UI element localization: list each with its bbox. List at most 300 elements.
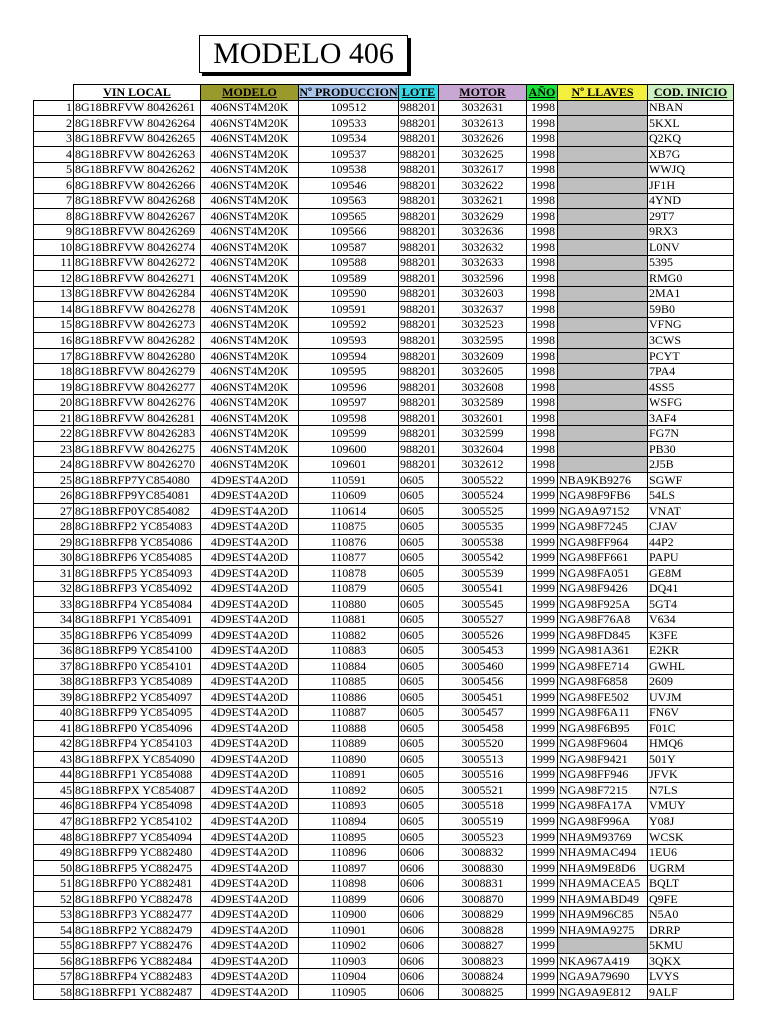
motor-cell: 3008830 [439, 860, 527, 876]
ano-cell: 1999 [527, 581, 558, 597]
motor-cell: 3008823 [439, 953, 527, 969]
table-row [34, 410, 734, 426]
ano-cell: 1999 [527, 503, 558, 519]
table-row [34, 565, 734, 581]
motor-cell: 3008832 [439, 845, 527, 861]
vin-cell: 8G18BRFP0 YC854101 [74, 659, 201, 675]
header-lote: LOTE [399, 85, 439, 101]
vin-cell: 8G18BRFVW 80426284 [74, 286, 201, 302]
vin-cell: 8G18BRFP9 YC854095 [74, 705, 201, 721]
llaves-cell [558, 131, 648, 147]
table-row [34, 364, 734, 380]
produccion-cell: 109599 [299, 426, 399, 442]
cod-inicio-cell: GWHL [648, 659, 734, 675]
cod-inicio-cell: XB7G [648, 147, 734, 163]
row-number: 22 [34, 426, 74, 442]
table-row [34, 488, 734, 504]
modelo-cell: 4D9EST4A20D [201, 705, 299, 721]
cod-inicio-cell: FG7N [648, 426, 734, 442]
modelo-cell: 406NST4M20K [201, 395, 299, 411]
row-number: 39 [34, 690, 74, 706]
ano-cell: 1998 [527, 147, 558, 163]
lote-cell: 988201 [399, 271, 439, 287]
motor-cell: 3008870 [439, 891, 527, 907]
motor-cell: 3005520 [439, 736, 527, 752]
lote-cell: 0605 [399, 752, 439, 768]
llaves-cell: NGA98FF964 [558, 534, 648, 550]
motor-cell: 3005521 [439, 783, 527, 799]
table-row [34, 178, 734, 194]
vin-cell: 8G18BRFVW 80426277 [74, 379, 201, 395]
produccion-cell: 109600 [299, 441, 399, 457]
vin-cell: 8G18BRFP4 YC882483 [74, 969, 201, 985]
modelo-cell: 4D9EST4A20D [201, 767, 299, 783]
lote-cell: 0605 [399, 736, 439, 752]
cod-inicio-cell: F01C [648, 721, 734, 737]
ano-cell: 1999 [527, 860, 558, 876]
produccion-cell: 109597 [299, 395, 399, 411]
lote-cell: 0605 [399, 798, 439, 814]
motor-cell: 3032636 [439, 224, 527, 240]
row-number: 57 [34, 969, 74, 985]
produccion-cell: 109538 [299, 162, 399, 178]
lote-cell: 988201 [399, 147, 439, 163]
produccion-cell: 109537 [299, 147, 399, 163]
cod-inicio-cell: 5KXL [648, 116, 734, 132]
lote-cell: 988201 [399, 178, 439, 194]
cod-inicio-cell: WWJQ [648, 162, 734, 178]
ano-cell: 1998 [527, 116, 558, 132]
llaves-cell [558, 395, 648, 411]
table-row [34, 674, 734, 690]
motor-cell: 3005458 [439, 721, 527, 737]
modelo-cell: 4D9EST4A20D [201, 565, 299, 581]
lote-cell: 0605 [399, 829, 439, 845]
motor-cell: 3032608 [439, 379, 527, 395]
llaves-cell: NGA98F6858 [558, 674, 648, 690]
cod-inicio-cell: 5KMU [648, 938, 734, 954]
lote-cell: 988201 [399, 426, 439, 442]
vin-cell: 8G18BRFVW 80426268 [74, 193, 201, 209]
cod-inicio-cell: 2609 [648, 674, 734, 690]
row-number: 49 [34, 845, 74, 861]
produccion-cell: 110878 [299, 565, 399, 581]
table-row [34, 193, 734, 209]
ano-cell: 1998 [527, 441, 558, 457]
lote-cell: 0605 [399, 767, 439, 783]
cod-inicio-cell: 5GT4 [648, 597, 734, 613]
modelo-cell: 4D9EST4A20D [201, 519, 299, 535]
ano-cell: 1998 [527, 224, 558, 240]
vin-cell: 8G18BRFVW 80426270 [74, 457, 201, 473]
lote-cell: 988201 [399, 441, 439, 457]
vin-cell: 8G18BRFVW 80426263 [74, 147, 201, 163]
motor-cell: 3005456 [439, 674, 527, 690]
produccion-cell: 110889 [299, 736, 399, 752]
cod-inicio-cell: NBAN [648, 100, 734, 116]
row-number: 44 [34, 767, 74, 783]
row-number: 4 [34, 147, 74, 163]
llaves-cell [558, 379, 648, 395]
motor-cell: 3032609 [439, 348, 527, 364]
lote-cell: 0605 [399, 628, 439, 644]
row-number: 29 [34, 534, 74, 550]
cod-inicio-cell: RMG0 [648, 271, 734, 287]
vin-cell: 8G18BRFVW 80426261 [74, 100, 201, 116]
llaves-cell: NGA98F6B95 [558, 721, 648, 737]
llaves-cell [558, 410, 648, 426]
motor-cell: 3005527 [439, 612, 527, 628]
vin-cell: 8G18BRFVW 80426282 [74, 333, 201, 349]
row-number: 54 [34, 922, 74, 938]
modelo-cell: 4D9EST4A20D [201, 953, 299, 969]
lote-cell: 988201 [399, 302, 439, 318]
modelo-cell: 4D9EST4A20D [201, 938, 299, 954]
row-number: 18 [34, 364, 74, 380]
llaves-cell [558, 348, 648, 364]
vin-cell: 8G18BRFVW 80426276 [74, 395, 201, 411]
table-row [34, 860, 734, 876]
vin-cell: 8G18BRFP5 YC854093 [74, 565, 201, 581]
ano-cell: 1998 [527, 457, 558, 473]
cod-inicio-cell: 9RX3 [648, 224, 734, 240]
motor-cell: 3032599 [439, 426, 527, 442]
modelo-cell: 406NST4M20K [201, 271, 299, 287]
vin-cell: 8G18BRFP3 YC882477 [74, 907, 201, 923]
row-number: 35 [34, 628, 74, 644]
cod-inicio-cell: K3FE [648, 628, 734, 644]
row-number: 48 [34, 829, 74, 845]
lote-cell: 0605 [399, 690, 439, 706]
vin-cell: 8G18BRFVW 80426272 [74, 255, 201, 271]
row-number: 8 [34, 209, 74, 225]
vin-cell: 8G18BRFP2 YC882479 [74, 922, 201, 938]
cod-inicio-cell: UVJM [648, 690, 734, 706]
cod-inicio-cell: GE8M [648, 565, 734, 581]
produccion-cell: 110879 [299, 581, 399, 597]
vin-cell: 8G18BRFVW 80426281 [74, 410, 201, 426]
vin-cell: 8G18BRFPX YC854090 [74, 752, 201, 768]
llaves-cell [558, 317, 648, 333]
modelo-cell: 4D9EST4A20D [201, 752, 299, 768]
llaves-cell: NGA98FE502 [558, 690, 648, 706]
lote-cell: 988201 [399, 131, 439, 147]
produccion-cell: 110903 [299, 953, 399, 969]
cod-inicio-cell: FN6V [648, 705, 734, 721]
llaves-cell [558, 938, 648, 954]
motor-cell: 3005519 [439, 814, 527, 830]
llaves-cell [558, 286, 648, 302]
vin-cell: 8G18BRFP9 YC882480 [74, 845, 201, 861]
row-number: 31 [34, 565, 74, 581]
cod-inicio-cell: DRRP [648, 922, 734, 938]
llaves-cell: NGA98F6A11 [558, 705, 648, 721]
motor-cell: 3032621 [439, 193, 527, 209]
row-number: 33 [34, 597, 74, 613]
produccion-cell: 110890 [299, 752, 399, 768]
cod-inicio-cell: 3AF4 [648, 410, 734, 426]
motor-cell: 3032626 [439, 131, 527, 147]
vin-cell: 8G18BRFP9YC854081 [74, 488, 201, 504]
produccion-cell: 110886 [299, 690, 399, 706]
vin-cell: 8G18BRFP2 YC854097 [74, 690, 201, 706]
ano-cell: 1999 [527, 550, 558, 566]
vin-cell: 8G18BRFPX YC854087 [74, 783, 201, 799]
vin-cell: 8G18BRFVW 80426275 [74, 441, 201, 457]
produccion-cell: 110882 [299, 628, 399, 644]
header-modelo: MODELO [201, 85, 299, 101]
modelo-cell: 4D9EST4A20D [201, 690, 299, 706]
produccion-cell: 110614 [299, 503, 399, 519]
llaves-cell: NHA9MA9275 [558, 922, 648, 938]
lote-cell: 988201 [399, 317, 439, 333]
cod-inicio-cell: N7LS [648, 783, 734, 799]
row-number: 27 [34, 503, 74, 519]
modelo-cell: 4D9EST4A20D [201, 581, 299, 597]
produccion-cell: 109601 [299, 457, 399, 473]
modelo-cell: 406NST4M20K [201, 255, 299, 271]
produccion-cell: 109591 [299, 302, 399, 318]
row-number: 45 [34, 783, 74, 799]
ano-cell: 1999 [527, 907, 558, 923]
lote-cell: 0605 [399, 705, 439, 721]
lote-cell: 0606 [399, 969, 439, 985]
row-number: 15 [34, 317, 74, 333]
llaves-cell [558, 364, 648, 380]
produccion-cell: 109565 [299, 209, 399, 225]
produccion-cell: 110609 [299, 488, 399, 504]
lote-cell: 988201 [399, 379, 439, 395]
lote-cell: 988201 [399, 193, 439, 209]
table-row [34, 348, 734, 364]
produccion-cell: 110896 [299, 845, 399, 861]
ano-cell: 1999 [527, 674, 558, 690]
llaves-cell: NGA98F76A8 [558, 612, 648, 628]
modelo-cell: 406NST4M20K [201, 193, 299, 209]
lote-cell: 988201 [399, 410, 439, 426]
table-row [34, 286, 734, 302]
motor-cell: 3005542 [439, 550, 527, 566]
row-number: 14 [34, 302, 74, 318]
cod-inicio-cell: JF1H [648, 178, 734, 194]
ano-cell: 1998 [527, 178, 558, 194]
llaves-cell: NHA9M9E8D6 [558, 860, 648, 876]
header-motor: MOTOR [439, 85, 527, 101]
ano-cell: 1998 [527, 271, 558, 287]
row-number: 32 [34, 581, 74, 597]
modelo-cell: 4D9EST4A20D [201, 829, 299, 845]
table-row [34, 736, 734, 752]
llaves-cell [558, 147, 648, 163]
produccion-cell: 109563 [299, 193, 399, 209]
cod-inicio-cell: Q2KQ [648, 131, 734, 147]
table-row [34, 534, 734, 550]
llaves-cell: NHA9MAC494 [558, 845, 648, 861]
table-row [34, 597, 734, 613]
lote-cell: 0605 [399, 519, 439, 535]
table-row [34, 162, 734, 178]
row-number: 38 [34, 674, 74, 690]
produccion-cell: 110904 [299, 969, 399, 985]
ano-cell: 1999 [527, 519, 558, 535]
motor-cell: 3005522 [439, 472, 527, 488]
lote-cell: 0606 [399, 953, 439, 969]
ano-cell: 1999 [527, 938, 558, 954]
modelo-cell: 406NST4M20K [201, 457, 299, 473]
motor-cell: 3005541 [439, 581, 527, 597]
produccion-cell: 110881 [299, 612, 399, 628]
produccion-cell: 109533 [299, 116, 399, 132]
ano-cell: 1999 [527, 612, 558, 628]
table-row [34, 767, 734, 783]
cod-inicio-cell: PCYT [648, 348, 734, 364]
table-row [34, 705, 734, 721]
motor-cell: 3008824 [439, 969, 527, 985]
vin-cell: 8G18BRFP3 YC854092 [74, 581, 201, 597]
row-number: 26 [34, 488, 74, 504]
header-index [34, 85, 74, 101]
ano-cell: 1999 [527, 984, 558, 1000]
row-number: 23 [34, 441, 74, 457]
llaves-cell: NGA981A361 [558, 643, 648, 659]
produccion-cell: 110897 [299, 860, 399, 876]
modelo-cell: 4D9EST4A20D [201, 472, 299, 488]
table-row [34, 891, 734, 907]
ano-cell: 1998 [527, 348, 558, 364]
produccion-cell: 110880 [299, 597, 399, 613]
motor-cell: 3005539 [439, 565, 527, 581]
modelo-cell: 4D9EST4A20D [201, 814, 299, 830]
ano-cell: 1999 [527, 472, 558, 488]
modelo-cell: 406NST4M20K [201, 364, 299, 380]
table-row [34, 907, 734, 923]
table-row [34, 969, 734, 985]
vin-cell: 8G18BRFVW 80426278 [74, 302, 201, 318]
lote-cell: 988201 [399, 209, 439, 225]
lote-cell: 0605 [399, 783, 439, 799]
cod-inicio-cell: 29T7 [648, 209, 734, 225]
modelo-cell: 406NST4M20K [201, 302, 299, 318]
ano-cell: 1999 [527, 690, 558, 706]
lote-cell: 988201 [399, 333, 439, 349]
vin-cell: 8G18BRFP4 YC854084 [74, 597, 201, 613]
ano-cell: 1999 [527, 488, 558, 504]
ano-cell: 1999 [527, 736, 558, 752]
cod-inicio-cell: PAPU [648, 550, 734, 566]
modelo-cell: 406NST4M20K [201, 224, 299, 240]
row-number: 47 [34, 814, 74, 830]
vin-cell: 8G18BRFP7 YC882476 [74, 938, 201, 954]
cod-inicio-cell: 5395 [648, 255, 734, 271]
motor-cell: 3032631 [439, 100, 527, 116]
cod-inicio-cell: 3QKX [648, 953, 734, 969]
modelo-cell: 406NST4M20K [201, 100, 299, 116]
llaves-cell: NKA967A419 [558, 953, 648, 969]
table-row [34, 829, 734, 845]
table-row [34, 333, 734, 349]
lote-cell: 988201 [399, 116, 439, 132]
table-row [34, 131, 734, 147]
lote-cell: 0605 [399, 503, 439, 519]
produccion-cell: 110898 [299, 876, 399, 892]
produccion-cell: 109512 [299, 100, 399, 116]
llaves-cell: NGA98F9604 [558, 736, 648, 752]
llaves-cell [558, 333, 648, 349]
cod-inicio-cell: 7PA4 [648, 364, 734, 380]
produccion-cell: 110877 [299, 550, 399, 566]
ano-cell: 1999 [527, 891, 558, 907]
vin-cell: 8G18BRFP0 YC882478 [74, 891, 201, 907]
cod-inicio-cell: N5A0 [648, 907, 734, 923]
produccion-cell: 110894 [299, 814, 399, 830]
row-number: 5 [34, 162, 74, 178]
table-row [34, 457, 734, 473]
cod-inicio-cell: BQLT [648, 876, 734, 892]
llaves-cell [558, 255, 648, 271]
llaves-cell: NHA9MACEA5 [558, 876, 648, 892]
motor-cell: 3032596 [439, 271, 527, 287]
table-body [34, 100, 734, 1000]
produccion-cell: 109534 [299, 131, 399, 147]
lote-cell: 988201 [399, 286, 439, 302]
motor-cell: 3005513 [439, 752, 527, 768]
produccion-cell: 109598 [299, 410, 399, 426]
lote-cell: 0605 [399, 612, 439, 628]
motor-cell: 3005524 [439, 488, 527, 504]
llaves-cell [558, 178, 648, 194]
cod-inicio-cell: Y08J [648, 814, 734, 830]
modelo-cell: 4D9EST4A20D [201, 845, 299, 861]
produccion-cell: 109587 [299, 240, 399, 256]
ano-cell: 1999 [527, 783, 558, 799]
ano-cell: 1999 [527, 814, 558, 830]
row-number: 30 [34, 550, 74, 566]
ano-cell: 1999 [527, 798, 558, 814]
cod-inicio-cell: 3CWS [648, 333, 734, 349]
produccion-cell: 109546 [299, 178, 399, 194]
llaves-cell [558, 457, 648, 473]
cod-inicio-cell: VFNG [648, 317, 734, 333]
motor-cell: 3032617 [439, 162, 527, 178]
ano-cell: 1999 [527, 922, 558, 938]
lote-cell: 0605 [399, 534, 439, 550]
cod-inicio-cell: 59B0 [648, 302, 734, 318]
cod-inicio-cell: UGRM [648, 860, 734, 876]
table-row [34, 984, 734, 1000]
header-row [34, 85, 734, 101]
cod-inicio-cell: DQ41 [648, 581, 734, 597]
motor-cell: 3008831 [439, 876, 527, 892]
produccion-cell: 110900 [299, 907, 399, 923]
table-row [34, 922, 734, 938]
table-row [34, 845, 734, 861]
llaves-cell: NGA98F925A [558, 597, 648, 613]
llaves-cell [558, 193, 648, 209]
ano-cell: 1999 [527, 597, 558, 613]
motor-cell: 3005523 [439, 829, 527, 845]
header-produccion: Nº PRODUCCION [299, 84, 398, 99]
produccion-cell: 110888 [299, 721, 399, 737]
llaves-cell [558, 224, 648, 240]
modelo-cell: 4D9EST4A20D [201, 550, 299, 566]
row-number: 17 [34, 348, 74, 364]
ano-cell: 1999 [527, 643, 558, 659]
produccion-cell: 109595 [299, 364, 399, 380]
row-number: 34 [34, 612, 74, 628]
llaves-cell: NGA9A79690 [558, 969, 648, 985]
motor-cell: 3008828 [439, 922, 527, 938]
modelo-cell: 4D9EST4A20D [201, 628, 299, 644]
